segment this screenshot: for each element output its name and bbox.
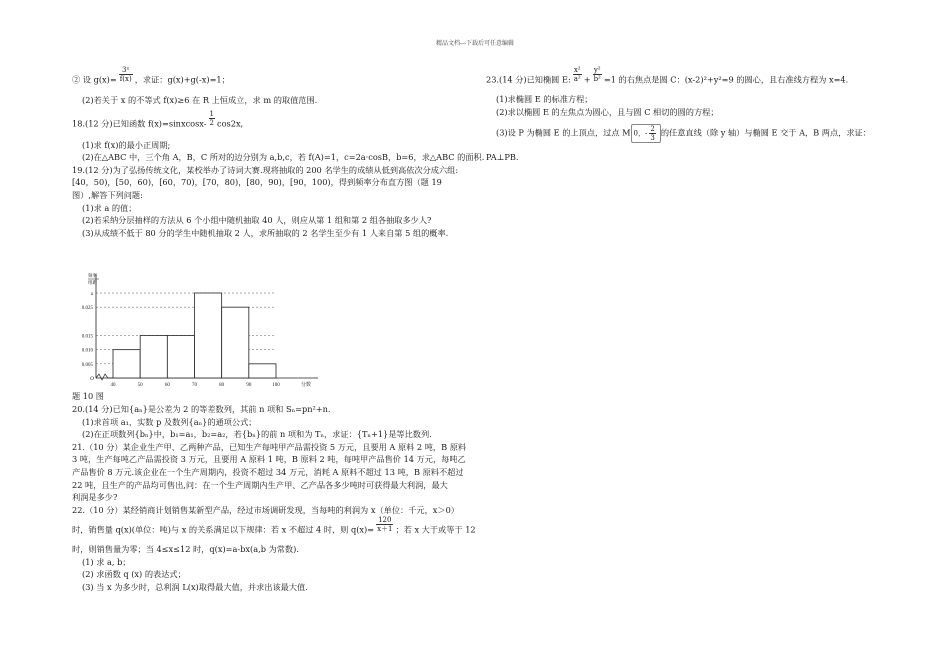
frequency-histogram	[80, 272, 330, 390]
q21-line1: 21.（10 分）某企业生产甲、乙两种产品，已知生产每吨甲产品需投资 5 万元，且要用 A 原料 2 吨，B 原料	[72, 441, 467, 452]
x-tick-label: 90	[246, 383, 252, 388]
x-tick-label: 50	[137, 383, 143, 388]
q23-3-fraction: $\frac{2}{3}$	[650, 125, 655, 143]
q21-line3: 产品售价 8 万元.该企业在一个生产周期内，投资不超过 34 万元，消耗 A 原料不超过 13 吨，B 原料不超过	[72, 466, 464, 477]
q19-stem-line1: 19.(12 分)为了弘扬传统文化，某校举办了诗词大赛.现将抽取的 200 名学生的成绩从低到高依次分成六组:	[72, 164, 459, 175]
histogram-bar	[195, 293, 222, 378]
q18-stem: 18.(12 分)已知函数 f(x)=sinxcosx- $\frac{1}{2}$ cos2x,	[72, 109, 244, 129]
q17-part2	[72, 66, 462, 89]
y-axis-label-numerator: 频率	[88, 273, 97, 278]
y-axis-label-denominator: 组距	[88, 280, 97, 285]
q19-stem-line2: [40，50)，[50，60)，[60，70)，[70，80)，[80，90)，[90，100)，得到频率分布直方图（题 19	[72, 177, 442, 188]
y-tick-label: a	[90, 292, 93, 297]
q18-part1: (1)求 f(x)的最小正周期;	[82, 139, 171, 150]
origin-label: O	[90, 376, 94, 382]
point-M-coordinates: 0，- $\frac{2}{3}$	[631, 124, 661, 143]
page-header: 精品文档---下载后可任意编辑	[435, 40, 515, 47]
figure-caption: 题 10 图	[72, 391, 104, 402]
x-tick-label: 80	[219, 383, 225, 388]
x-tick-label: 60	[164, 383, 170, 388]
q21-line5: 利润是多少?	[72, 492, 118, 503]
histogram-bar	[140, 336, 167, 379]
q22-line2: 时，销售量 q(x)(单位：吨)与 x 的关系满足以下规律：若 x 不超过 4 时，则 q(x)= $\frac{120}{x+1}$ ；若 x 大于或等于 12	[72, 516, 476, 535]
q17-2-prefix: ② 设 g(x)=	[72, 74, 117, 85]
y-tick-label: 0.025	[81, 306, 93, 312]
q22-part2: (2) 求函数 q (x) 的表达式；	[82, 569, 186, 580]
q22-line3: 时，则销售量为零；当 4≤x≤12 时，q(x)=a-bx(a,b 为常数).	[72, 544, 299, 555]
q19-part2: (2)若采纳分层抽样的方法从 6 个小组中随机抽取 40 人，则应从第 1 组和第 2 组各抽取多少人?	[82, 215, 432, 226]
q22-part1: (1) 求 a, b；	[82, 556, 131, 567]
x-tick-label: 40	[110, 383, 116, 388]
q17-2-fraction: $\frac{\text{3ˣ}}{f(x)}$	[119, 66, 132, 83]
x-tick-label: 70	[192, 383, 197, 388]
histogram-bar	[113, 350, 140, 378]
q23-stem: 23.(14 分)已知椭圆 E: $\frac{\text{x²}}{\text{a²}}$ + $\frac{\text{y²}}{\text{b²}}$ =1 的右焦点是圆 C：(x-2)²+y²=9 的圆心，且右准线方程为 x=4.	[486, 66, 849, 85]
q21-line2: 3 吨，生产每吨乙产品需投资 3 万元，且要用 A 原料 1 吨，B 原料 2 吨，每吨甲产品售价 14 万元，每吨乙	[72, 454, 466, 465]
y-tick-label: 0.015	[81, 334, 93, 340]
q21-line4: 22 吨，且生产的产品均可售出,问：在一个生产周期内生产甲、乙产品各多少吨时可获得最大利润，最大	[72, 479, 448, 490]
y-tick-label: 0.005	[81, 362, 93, 368]
q22-line1: 22.（10 分）某经销商计划销售某新型产品，经过市场调研发现，当每吨的利润为 x（单位：千元，x＞0）	[72, 504, 459, 515]
q17-part3: (2)若关于 x 的不等式 f(x)≥6 在 R 上恒成立，求 m 的取值范围.	[82, 95, 318, 105]
x-tick-label: 100	[272, 383, 280, 388]
histogram-bar	[249, 364, 276, 378]
q23-part2: (2)求以椭圆 E 的左焦点为圆心，且与圆 C 相切的圆的方程；	[496, 106, 719, 117]
q19-stem-line3: 图）,解答下列问题:	[72, 189, 143, 200]
q22-part3: (3) 当 x 为多少时，总利润 L(x)取得最大值，并求出该最大值.	[82, 582, 308, 593]
q22-fraction: $\frac{120}{x+1}$	[377, 516, 393, 534]
q20-part2: (2)在正项数列{bₙ}中，b₁=a₁，b₂=a₂，若{bₙ}的前 n 项和为 Tₙ，求证：{Tₙ+1}是等比数列.	[82, 429, 432, 440]
histogram-bar	[222, 307, 249, 378]
histogram-bar	[167, 336, 194, 379]
q19-part3: (3)从成绩不低于 80 分的学生中随机抽取 2 人，求所抽取的 2 名学生至少有 1 人来自第 5 组的概率.	[82, 227, 449, 238]
q19-part1: (1)求 a 的值；	[82, 202, 137, 213]
q23-part3: (3)设 P 为椭圆 E 的上顶点，过点 M 0，- $\frac{2}{3}$ 的任意直线（除 y 轴）与椭圆 E 交于 A，B 两点，求证：	[496, 125, 871, 143]
q18-fraction: $\frac{1}{2}$	[209, 109, 215, 127]
q23-fraction-x: $\frac{\text{x²}}{\text{a²}}$	[573, 66, 581, 83]
q23-fraction-y: $\frac{\text{y²}}{\text{b²}}$	[593, 66, 601, 83]
axis-break-mark	[96, 374, 113, 380]
q20-part1: (1)求首项 a₁，实数 p 及数列{aₙ}的通项公式；	[82, 416, 257, 427]
q17-2-suffix: ，求证：g(x)+g(-x)=1；	[134, 74, 230, 85]
q18-part2: (2)在△ABC 中，三个角 A，B，C 所对的边分别为 a,b,c，若 f(A)=1，c=2a·cosB，b=6，求△ABC 的面积.	[82, 152, 485, 163]
q23-conclusion: PA⊥PB.	[486, 152, 519, 163]
right-column	[486, 66, 906, 164]
q23-part1: (1)求椭圆 E 的标准方程；	[496, 94, 593, 104]
q20-stem: 20.(14 分)已知{aₙ}是公差为 2 的等差数列，其前 n 项和 Sₙ=pn²+n.	[72, 403, 331, 414]
y-tick-label: 0.010	[81, 348, 93, 354]
x-axis-label: 分数	[300, 383, 312, 388]
